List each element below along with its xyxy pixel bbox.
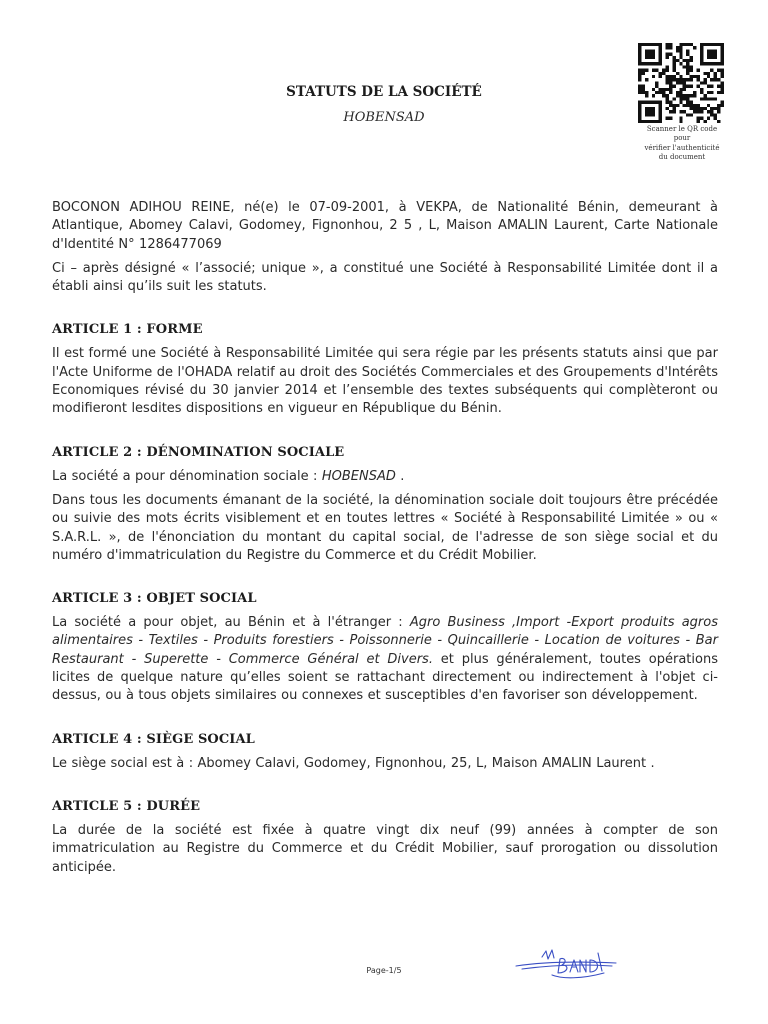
qr-caption (628, 125, 736, 163)
article-2-heading: ARTICLE 2 : DÉNOMINATION SOCIALE (52, 444, 345, 460)
document-body (52, 199, 718, 883)
article-2-suffix: . (395, 468, 405, 484)
qr-code (638, 43, 724, 123)
article-3-text (52, 614, 718, 705)
article-2-text-1 (52, 468, 718, 486)
article-5-text: La durée de la société est fixée à quatre vingt dix neuf (99) années à compter de son immatriculation au Registre du Commerce et du Crédit Mobilier, sauf prorogation ou dissolution anticipée. (52, 822, 718, 875)
page-number: Page-1/5 (366, 966, 402, 975)
document-title: STATUTS DE LA SOCIÉTÉ (286, 84, 482, 100)
qr-caption-line: du document (658, 153, 706, 162)
article-3-suffix: et plus généralement, toutes opérations licites de quelque nature qu’elles soient se rattachant directement ou indirectement à l'objet ci-dessus, ou à tous objets similaires ou connexes et susceptibles d'en favoriser son développement. (52, 651, 718, 704)
article-1-text: Il est formé une Société à Responsabilité Limitée qui sera régie par les présents statuts ainsi que par l'Acte Uniforme de l'OHADA relatif au droit des Sociétés Commerciales et des Groupements d'Intérêts Economiques révisé du 30 janvier 2014 et l’ensemble des textes subséquents qui complèteront ou modifieront lesdites dispositions en vigueur en République du Bénin. (52, 346, 718, 417)
associate-designation-paragraph: Ci – après désigné « l’associé; unique », a constitué une Société à Responsabilité Limitée dont il a établi ainsi qu’ils suit les statuts. (52, 260, 718, 295)
article-4-heading: ARTICLE 4 : SIÈGE SOCIAL (52, 731, 255, 747)
article-3-prefix: La société a pour objet, au Bénin et à l'étranger : (52, 615, 410, 631)
company-name-subtitle: HOBENSAD (343, 110, 425, 125)
qr-caption-line: vérifier l'authenticité (644, 143, 720, 152)
article-5-heading: ARTICLE 5 : DURÉE (52, 798, 201, 814)
article-2-prefix: La société a pour dénomination sociale : (52, 468, 322, 484)
qr-caption-line: Scanner le QR code (646, 125, 718, 133)
associate-identity-paragraph: BOCONON ADIHOU REINE, né(e) le 07-09-2001, à VEKPA, de Nationalité Bénin, demeurant à Atlantique, Abomey Calavi, Godomey, Fignonhou, 2 5 , L, Maison AMALIN Laurent, Carte Nationale d'Identité N° 1286477069 (52, 200, 718, 252)
article-4-text: Le siège social est à : Abomey Calavi, Godomey, Fignonhou, 25, L, Maison AMALIN Laurent . (52, 755, 655, 771)
article-3-objects: Agro Business ,Import -Export produits agros alimentaires - Textiles - Produits forestiers - Poissonnerie - Quincaillerie - Location de voitures - Bar Restaurant - Superette - Commerce Général et Divers. (52, 615, 718, 667)
article-1-heading: ARTICLE 1 : FORME (52, 322, 203, 338)
qr-caption-line: pour (673, 134, 691, 143)
article-2-company-name: HOBENSAD (321, 468, 396, 484)
article-3-heading: ARTICLE 3 : OBJET SOCIAL (52, 591, 257, 607)
article-2-text-2: Dans tous les documents émanant de la société, la dénomination sociale doit toujours être précédée ou suivie des mots écrits visiblement et en toutes lettres « Société à Responsabilité Limitée » ou « S.A.R.L. », de l'énonciation du montant du capital social, de l'adresse de son siège social et du numéro d'immatriculation du Registre du Commerce et du Crédit Mobilier. (52, 492, 718, 563)
